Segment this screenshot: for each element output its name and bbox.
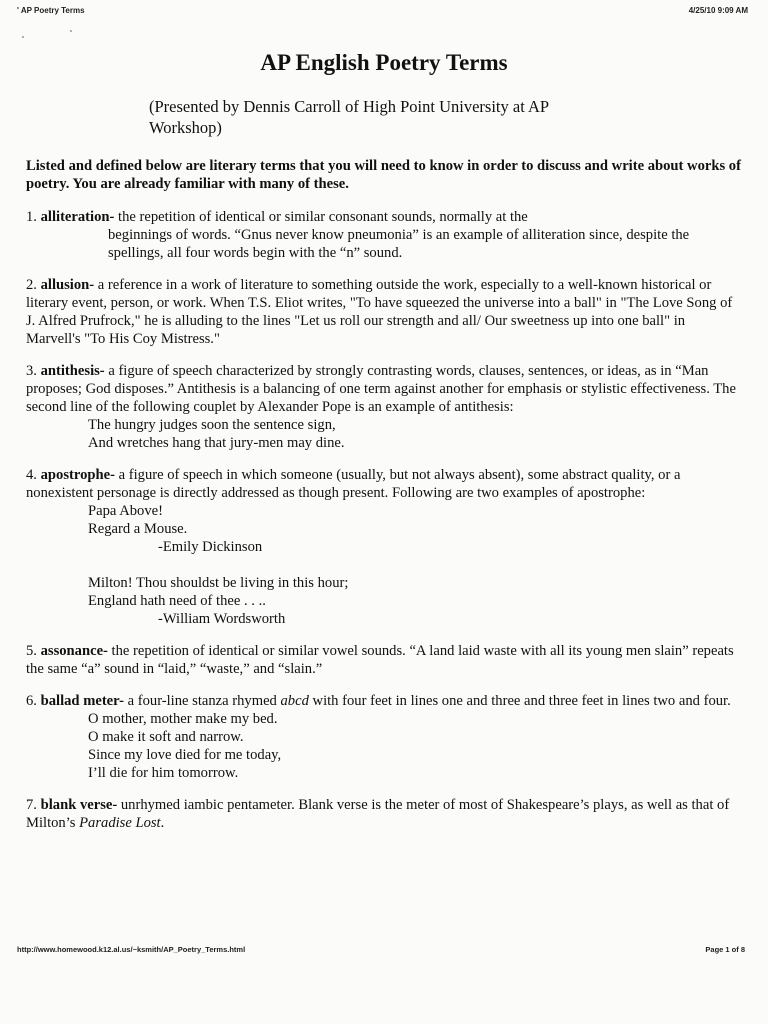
quote-line: Papa Above! bbox=[88, 503, 163, 519]
quote-line: O make it soft and narrow. bbox=[88, 729, 244, 745]
term-definition: unrhymed iambic pentameter. Blank verse is the meter of most of Shakespeare’s plays, as well as that of Milton’s bbox=[26, 797, 730, 831]
term-number: 4. bbox=[26, 467, 37, 483]
term-apostrophe bbox=[26, 466, 741, 628]
term-allusion bbox=[26, 276, 741, 348]
term-ballad-meter bbox=[26, 692, 741, 782]
term-name: apostrophe- bbox=[40, 467, 115, 483]
term-definition: the repetition of identical or similar consonant sounds, normally at the bbox=[114, 209, 528, 225]
term-definition: the repetition of identical or similar vowel sounds. “A land laid waste with all its young men slain” repeats the same “a” sound in “laid,” “waste,” and “slain.” bbox=[26, 643, 734, 677]
quote-attribution: -William Wordsworth bbox=[158, 611, 286, 627]
work-title: Paradise Lost bbox=[79, 815, 161, 831]
scan-speck bbox=[70, 30, 72, 32]
quote-line: England hath need of thee . . .. bbox=[88, 593, 266, 609]
term-name: assonance- bbox=[40, 643, 108, 659]
header-left-title: ' AP Poetry Terms bbox=[17, 6, 85, 15]
term-number: 6. bbox=[26, 693, 37, 709]
term-number: 2. bbox=[26, 277, 37, 293]
page-title: AP English Poetry Terms bbox=[260, 50, 508, 75]
rhyme-scheme: abcd bbox=[280, 693, 309, 709]
term-number: 3. bbox=[26, 363, 37, 379]
term-name: antithesis- bbox=[40, 363, 105, 379]
quote-line: I’ll die for him tomorrow. bbox=[88, 765, 239, 781]
quote-line: O mother, mother make my bed. bbox=[88, 711, 278, 727]
quote-line: Milton! Thou shouldst be living in this hour; bbox=[88, 575, 349, 591]
scan-speck bbox=[22, 36, 24, 38]
header-timestamp: 4/25/10 9:09 AM bbox=[688, 6, 748, 15]
term-definition: a figure of speech in which someone (usually, but not always absent), some abstract quality, or a nonexistent personage is directly addressed as though present. Following are two examples of apostrophe: bbox=[26, 467, 681, 501]
term-definition: a figure of speech characterized by strongly contrasting words, clauses, sentences, or ideas, as in “Man proposes; God disposes.” Antithesis is a balancing of one term against another for emphasis or stylistic effectiveness. The second line of the following couplet by Alexander Pope is an example of antithesis: bbox=[26, 363, 736, 415]
page-subtitle: (Presented by Dennis Carroll of High Point University at AP Workshop) bbox=[149, 97, 549, 137]
term-definition: a four-line stanza rhymed bbox=[123, 693, 281, 709]
term-name: blank verse- bbox=[40, 797, 118, 813]
term-definition-continued: beginnings of words. “Gnus never know pneumonia” is an example of alliteration since, despite the spellings, all four words begin with the “n” sound. bbox=[108, 227, 690, 261]
term-number: 1. bbox=[26, 209, 37, 225]
page-number: Page 1 of 8 bbox=[705, 945, 745, 954]
term-blank-verse bbox=[26, 796, 741, 832]
term-assonance bbox=[26, 642, 741, 678]
term-name: alliteration- bbox=[40, 209, 115, 225]
quote-attribution: -Emily Dickinson bbox=[158, 539, 263, 555]
term-definition-continued: with four feet in lines one and three and three feet in lines two and four. bbox=[308, 693, 731, 709]
term-antithesis bbox=[26, 362, 741, 452]
term-name: ballad meter- bbox=[40, 693, 124, 709]
quote-line: And wretches hang that jury-men may dine. bbox=[88, 435, 345, 451]
document-body bbox=[26, 157, 741, 846]
term-number: 7. bbox=[26, 797, 37, 813]
quote-line: Regard a Mouse. bbox=[88, 521, 188, 537]
term-name: allusion- bbox=[40, 277, 95, 293]
quote-line: The hungry judges soon the sentence sign, bbox=[88, 417, 336, 433]
intro-paragraph: Listed and defined below are literary terms that you will need to know in order to discuss and write about works of poetry. You are already familiar with many of these. bbox=[26, 158, 741, 192]
quote-line: Since my love died for me today, bbox=[88, 747, 282, 763]
footer-url: http://www.homewood.k12.al.us/~ksmith/AP_Poetry_Terms.html bbox=[17, 945, 246, 954]
term-definition: a reference in a work of literature to something outside the work, especially to a well-known historical or literary event, person, or work. When T.S. Eliot writes, "To have squeezed the universe into a ball" in "The Love Song of J. Alfred Prufrock," he is alluding to the lines "Let us roll our strength and all/ Our sweetness up into one ball" in Marvell's "To His Coy Mistress." bbox=[26, 277, 733, 347]
term-definition-end: . bbox=[160, 815, 165, 831]
term-alliteration bbox=[26, 208, 741, 262]
term-number: 5. bbox=[26, 643, 37, 659]
